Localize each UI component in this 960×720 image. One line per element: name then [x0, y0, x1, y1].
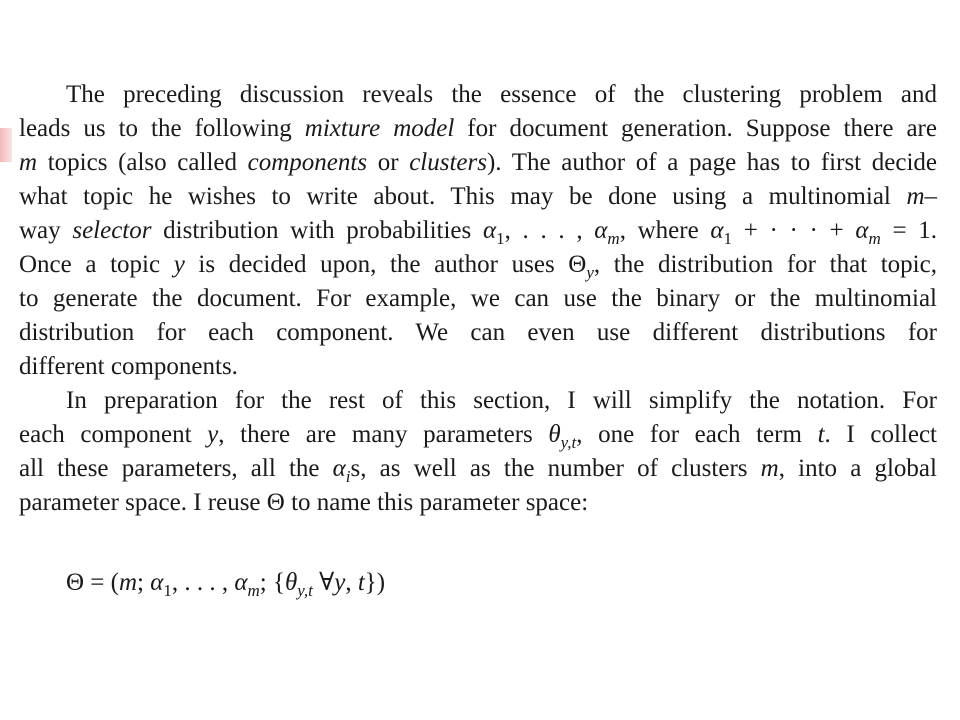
paragraph-2-line-4: parameter space. I reuse Θ to name this parameter space:: [19, 489, 589, 516]
paragraph-1-line-7: to generate the document. For example, we can use the binary or the multinomial: [19, 285, 937, 312]
parameter-space-equation: Θ = (m; $\alpha_1$, . . . , $\alpha_m$; {$\theta_{y,t}$ ∀y, t}): [66, 569, 386, 600]
paragraph-1-line-9: different components.: [19, 353, 238, 380]
document-body: [19, 78, 937, 600]
term-mixture-model: mixture model: [304, 115, 455, 142]
paragraph-1-line-6: Once a topic y is decided upon, the author uses $\Theta_y$, the distribution for that topic,: [19, 251, 937, 282]
paragraph-1-line-4: what topic he wishes to write about. This may be done using a multinomial m–: [19, 183, 937, 210]
paragraph-1-line-3: m topics (also called components or clusters). The author of a page has to first decide: [19, 149, 938, 176]
term-components: components: [247, 149, 368, 176]
slide-accent-bar: [0, 128, 12, 162]
term-clusters: clusters: [409, 149, 487, 176]
paragraph-2-line-1: In preparation for the rest of this section, I will simplify the notation. For: [66, 387, 937, 414]
paragraph-1-line-1: The preceding discussion reveals the essence of the clustering problem and: [66, 81, 937, 108]
paragraph-1-line-5: way selector distribution with probabilities $\alpha_1$, . . . , $\alpha_m$, where $\alpha_1$ + · · · + $\alpha_m = 1$.: [19, 217, 937, 248]
paragraph-2-line-3: all these parameters, all the $\alpha_is$, as well as the number of clusters m, into a global: [19, 455, 937, 486]
paragraph-2-line-2: each component y, there are many parameters $\theta_{y,t}$, one for each term t. I collect: [19, 421, 937, 452]
paragraph-1-line-8: distribution for each component. We can even use different distributions for: [19, 319, 937, 346]
paragraph-1-line-2: leads us to the following mixture model for document generation. Suppose there are: [19, 115, 937, 142]
term-selector: selector: [72, 217, 152, 244]
